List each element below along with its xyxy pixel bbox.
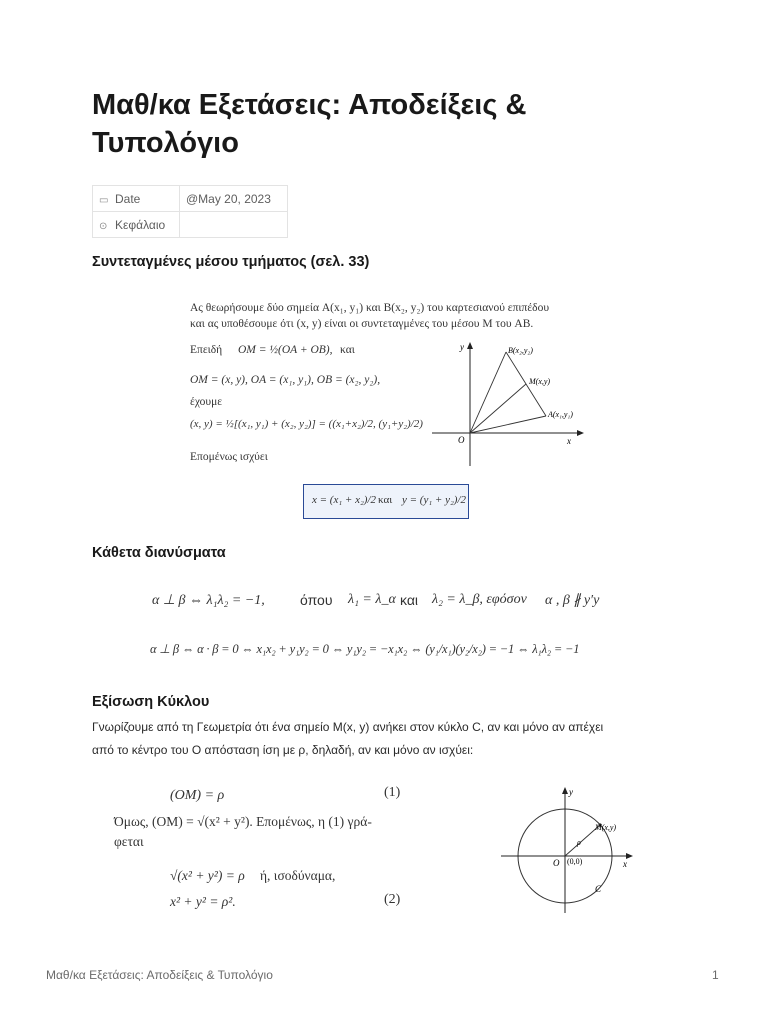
midpoint-vectors: OM = (x, y), OA = (x₁, y₁), OB = (x₂, y₂),: [190, 374, 381, 386]
midpoint-we-have: έχουμε: [190, 396, 223, 408]
circle-eq1: (OM) = ρ: [170, 788, 225, 803]
midpoint-therefore: Επομένως ισχύει: [190, 451, 268, 463]
circle-eq-sqrt: √(x² + y²) = ρ: [170, 868, 245, 883]
circle-paragraph-line2: από το κέντρο του O απόσταση ίση με ρ, δηλαδή, αν και μόνο αν ισχύει:: [92, 743, 474, 757]
point-m-label: M(x,y): [529, 377, 551, 386]
page-title-line2: Τυπολόγιο: [92, 127, 239, 159]
perp-line1-left: α ⊥ β ⇔ λ₁λ₂ = −1,: [152, 593, 265, 608]
midpoint-since: Επειδή: [190, 344, 223, 356]
point-m-label: M(x,y): [595, 823, 617, 832]
result-and: και: [378, 494, 393, 506]
result-x: x = (x₁ + x₂)/2: [312, 494, 377, 506]
circle-paragraph-line1: Γνωρίζουμε από τη Γεωμετρία ότι ένα σημείο Μ(x, y) ανήκει στον κύκλο C, αν και μόνο αν απέχει: [92, 720, 604, 734]
perp-line1-opou: όπου: [300, 592, 333, 608]
axis-label-x: x: [567, 436, 571, 446]
midpoint-and: και: [340, 344, 355, 356]
origin-label: O: [458, 435, 465, 445]
circle-eq1-number: (1): [384, 785, 401, 800]
x-arrow-icon: [626, 853, 633, 859]
perp-line1-l1: λ₁ = λ_α: [348, 592, 396, 607]
origin-coords-label: (0,0): [567, 857, 583, 866]
property-key-label: Κεφάλαιο: [115, 217, 166, 232]
page-number: 1: [712, 968, 719, 982]
section-heading-perpendicular: Κάθετα διανύσματα: [92, 545, 226, 561]
circle-eq2-number: (2): [384, 892, 401, 907]
footer-title: Μαθ/κα Εξετάσεις: Αποδείξεις & Τυπολόγιο: [46, 968, 273, 982]
circle-omos-line2: φεται: [114, 834, 144, 849]
origin-label: O: [553, 858, 560, 868]
perp-line1-kai: και: [400, 592, 419, 608]
rho-label: ρ: [577, 838, 581, 847]
section-heading-midpoint: Συντεταγμένες μέσου τμήματος (σελ. 33): [92, 254, 370, 270]
property-value-date[interactable]: @May 20, 2023: [180, 186, 288, 212]
property-key-label: Date: [115, 191, 141, 206]
point-a-label: A(x₁,y₁): [548, 410, 573, 419]
circle-diagram: [495, 785, 640, 915]
midpoint-intro-line1: Ας θεωρήσουμε δύο σημεία A(x₁, y₁) και B(x₂, y₂) του καρτεσιανού επιπέδου: [190, 302, 550, 314]
axis-label-x: x: [623, 859, 627, 869]
circle-equiv: ή, ισοδύναμα,: [260, 868, 336, 883]
midpoint-intro-line2: και ας υποθέσουμε ότι (x, y) είναι οι συντεταγμένες του μέσου M του AB.: [190, 318, 534, 330]
circle-dot-icon: ⊙: [99, 220, 108, 232]
perp-line1-l2: λ₂ = λ_β, εφόσον: [432, 592, 527, 607]
calendar-icon: ▭: [99, 194, 109, 206]
midpoint-eq-om: OM = ½(OA + OB),: [238, 344, 333, 356]
page-title-line1: Μαθ/κα Εξετάσεις: Αποδείξεις &: [92, 89, 527, 121]
section-heading-circle: Εξίσωση Κύκλου: [92, 694, 210, 710]
circle-omos-line1: Όμως, (OM) = √(x² + y²). Επομένως, η (1) γρά-: [114, 814, 372, 829]
circle-eq2: x² + y² = ρ².: [170, 894, 236, 909]
axis-label-y: y: [460, 342, 464, 352]
circle-c-label: C: [595, 884, 602, 894]
perp-line1-cond: α , β ∦ y′y: [545, 593, 600, 608]
perp-line2: α ⊥ β ⇔ α · β = 0 ⇔ x₁x₂ + y₁y₂ = 0 ⇔ y₁y₂ = −x₁x₂ ⇔ (y₁/x₁)(y₂/x₂) = −1 ⇔ λ₁λ₂ = −1: [150, 642, 580, 656]
y-arrow-icon: [562, 787, 568, 794]
axis-label-y: y: [569, 787, 573, 797]
point-b-label: B(x₂,y₂): [508, 346, 533, 355]
result-y: y = (y₁ + y₂)/2: [402, 494, 467, 506]
midpoint-eq-xy: (x, y) = ½[(x₁, y₁) + (x₂, y₂)] = ((x₁+x₂)/2, (y₁+y₂)/2): [190, 418, 423, 430]
